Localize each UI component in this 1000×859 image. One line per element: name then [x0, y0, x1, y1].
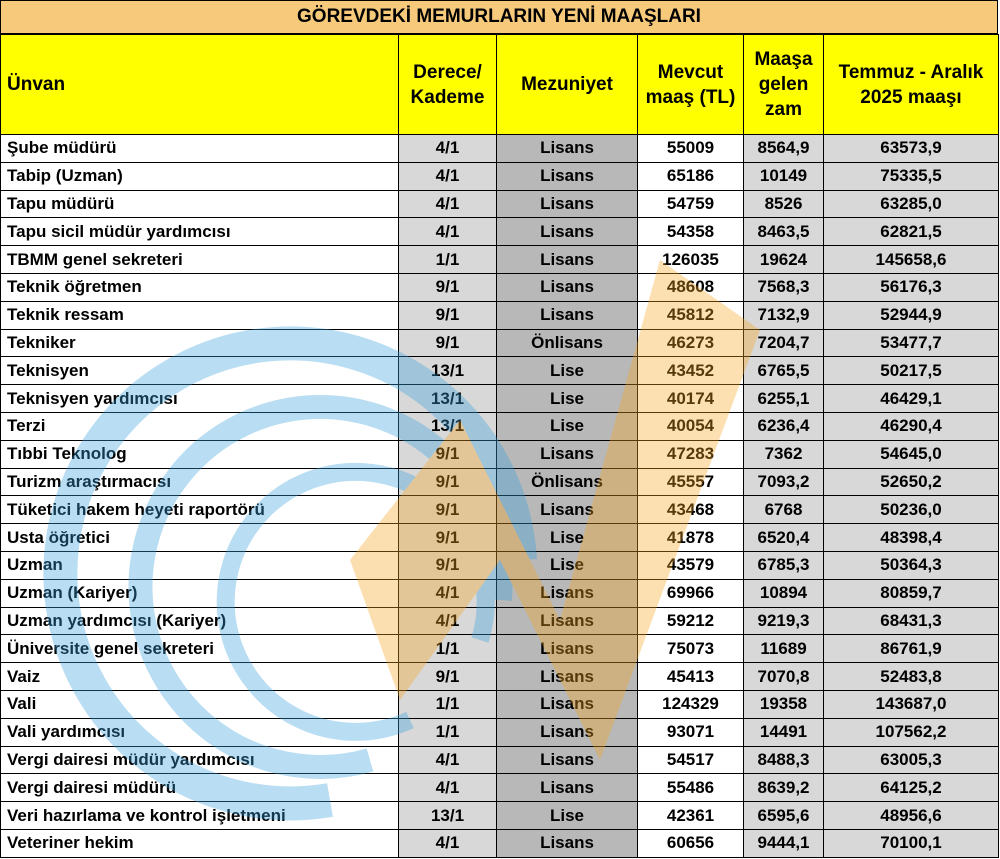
- cell-mevcut-maas: 54358: [638, 218, 744, 246]
- cell-unvan: Vaiz: [1, 663, 399, 691]
- cell-derece: 13/1: [399, 385, 497, 413]
- cell-zam: 9444,1: [744, 829, 824, 857]
- cell-derece: 13/1: [399, 412, 497, 440]
- cell-yeni-maas: 53477,7: [824, 329, 999, 357]
- cell-mevcut-maas: 126035: [638, 246, 744, 274]
- cell-unvan: Vali yardımcısı: [1, 718, 399, 746]
- table-row: [1, 162, 999, 190]
- cell-mezuniyet: Lise: [497, 551, 638, 579]
- cell-yeni-maas: 50364,3: [824, 551, 999, 579]
- cell-yeni-maas: 50217,5: [824, 357, 999, 385]
- table-row: [1, 607, 999, 635]
- cell-derece: 9/1: [399, 440, 497, 468]
- cell-mezuniyet: Lisans: [497, 218, 638, 246]
- cell-derece: 9/1: [399, 329, 497, 357]
- cell-mezuniyet: Önlisans: [497, 468, 638, 496]
- table-row: [1, 273, 999, 301]
- cell-zam: 7093,2: [744, 468, 824, 496]
- cell-derece: 13/1: [399, 357, 497, 385]
- cell-mezuniyet: Lise: [497, 412, 638, 440]
- cell-unvan: Tapu müdürü: [1, 190, 399, 218]
- cell-zam: 6768: [744, 496, 824, 524]
- salary-table: [0, 34, 999, 858]
- cell-derece: 9/1: [399, 468, 497, 496]
- cell-mevcut-maas: 46273: [638, 329, 744, 357]
- cell-unvan: TBMM genel sekreteri: [1, 246, 399, 274]
- cell-zam: 7204,7: [744, 329, 824, 357]
- table-row: [1, 635, 999, 663]
- table-row: [1, 551, 999, 579]
- table-row: [1, 802, 999, 830]
- cell-zam: 6255,1: [744, 385, 824, 413]
- cell-zam: 19358: [744, 690, 824, 718]
- cell-yeni-maas: 50236,0: [824, 496, 999, 524]
- cell-mezuniyet: Lise: [497, 385, 638, 413]
- table-row: [1, 829, 999, 857]
- table-row: [1, 301, 999, 329]
- cell-yeni-maas: 56176,3: [824, 273, 999, 301]
- cell-mevcut-maas: 65186: [638, 162, 744, 190]
- cell-mevcut-maas: 43468: [638, 496, 744, 524]
- cell-derece: 4/1: [399, 774, 497, 802]
- cell-zam: 11689: [744, 635, 824, 663]
- header-derece: Derece/ Kademe: [399, 35, 497, 135]
- cell-mevcut-maas: 55009: [638, 135, 744, 163]
- cell-unvan: Şube müdürü: [1, 135, 399, 163]
- cell-unvan: Tapu sicil müdür yardımcısı: [1, 218, 399, 246]
- cell-mezuniyet: Lisans: [497, 579, 638, 607]
- header-row: [1, 35, 999, 135]
- cell-yeni-maas: 52944,9: [824, 301, 999, 329]
- cell-derece: 9/1: [399, 496, 497, 524]
- cell-mezuniyet: Lisans: [497, 440, 638, 468]
- cell-zam: 8639,2: [744, 774, 824, 802]
- cell-yeni-maas: 143687,0: [824, 690, 999, 718]
- header-unvan: Ünvan: [1, 35, 399, 135]
- cell-zam: 8526: [744, 190, 824, 218]
- cell-yeni-maas: 48398,4: [824, 524, 999, 552]
- header-zam: Maaşa gelen zam: [744, 35, 824, 135]
- cell-zam: 6785,3: [744, 551, 824, 579]
- cell-derece: 4/1: [399, 746, 497, 774]
- cell-unvan: Usta öğretici: [1, 524, 399, 552]
- cell-derece: 4/1: [399, 218, 497, 246]
- cell-yeni-maas: 70100,1: [824, 829, 999, 857]
- table-row: [1, 524, 999, 552]
- cell-yeni-maas: 107562,2: [824, 718, 999, 746]
- cell-yeni-maas: 54645,0: [824, 440, 999, 468]
- cell-mezuniyet: Lisans: [497, 273, 638, 301]
- cell-yeni-maas: 63573,9: [824, 135, 999, 163]
- cell-derece: 4/1: [399, 829, 497, 857]
- table-row: [1, 468, 999, 496]
- cell-zam: 6520,4: [744, 524, 824, 552]
- table-row: [1, 579, 999, 607]
- table-row: [1, 135, 999, 163]
- cell-derece: 9/1: [399, 551, 497, 579]
- cell-yeni-maas: 86761,9: [824, 635, 999, 663]
- cell-yeni-maas: 46290,4: [824, 412, 999, 440]
- cell-zam: 10894: [744, 579, 824, 607]
- cell-yeni-maas: 46429,1: [824, 385, 999, 413]
- table-row: [1, 190, 999, 218]
- cell-unvan: Terzi: [1, 412, 399, 440]
- cell-mevcut-maas: 124329: [638, 690, 744, 718]
- cell-unvan: Veteriner hekim: [1, 829, 399, 857]
- cell-unvan: Turizm araştırmacısı: [1, 468, 399, 496]
- cell-derece: 13/1: [399, 802, 497, 830]
- cell-mezuniyet: Önlisans: [497, 329, 638, 357]
- table-row: [1, 496, 999, 524]
- cell-unvan: Tabip (Uzman): [1, 162, 399, 190]
- table-row: [1, 412, 999, 440]
- table-row: [1, 718, 999, 746]
- cell-zam: 14491: [744, 718, 824, 746]
- cell-mezuniyet: Lisans: [497, 718, 638, 746]
- cell-unvan: Tekniker: [1, 329, 399, 357]
- cell-unvan: Veri hazırlama ve kontrol işletmeni: [1, 802, 399, 830]
- cell-derece: 9/1: [399, 663, 497, 691]
- cell-yeni-maas: 62821,5: [824, 218, 999, 246]
- cell-mezuniyet: Lisans: [497, 607, 638, 635]
- cell-mevcut-maas: 45812: [638, 301, 744, 329]
- cell-unvan: Teknik ressam: [1, 301, 399, 329]
- cell-mevcut-maas: 40174: [638, 385, 744, 413]
- cell-derece: 4/1: [399, 190, 497, 218]
- cell-zam: 6595,6: [744, 802, 824, 830]
- cell-mezuniyet: Lisans: [497, 663, 638, 691]
- cell-mezuniyet: Lisans: [497, 829, 638, 857]
- cell-unvan: Vergi dairesi müdürü: [1, 774, 399, 802]
- cell-yeni-maas: 75335,5: [824, 162, 999, 190]
- cell-unvan: Vali: [1, 690, 399, 718]
- cell-derece: 4/1: [399, 162, 497, 190]
- table-row: [1, 440, 999, 468]
- cell-mevcut-maas: 59212: [638, 607, 744, 635]
- table-row: [1, 329, 999, 357]
- cell-mezuniyet: Lisans: [497, 135, 638, 163]
- cell-zam: 19624: [744, 246, 824, 274]
- table-title: GÖREVDEKİ MEMURLARIN YENİ MAAŞLARI: [0, 0, 998, 34]
- cell-zam: 9219,3: [744, 607, 824, 635]
- cell-derece: 4/1: [399, 607, 497, 635]
- cell-mezuniyet: Lisans: [497, 635, 638, 663]
- cell-mevcut-maas: 54517: [638, 746, 744, 774]
- cell-zam: 10149: [744, 162, 824, 190]
- table-row: [1, 746, 999, 774]
- cell-unvan: Teknisyen yardımcısı: [1, 385, 399, 413]
- table-row: [1, 690, 999, 718]
- cell-mezuniyet: Lisans: [497, 246, 638, 274]
- cell-mevcut-maas: 75073: [638, 635, 744, 663]
- cell-yeni-maas: 52483,8: [824, 663, 999, 691]
- cell-unvan: Üniversite genel sekreteri: [1, 635, 399, 663]
- cell-zam: 7070,8: [744, 663, 824, 691]
- cell-unvan: Uzman (Kariyer): [1, 579, 399, 607]
- cell-mezuniyet: Lisans: [497, 162, 638, 190]
- cell-mevcut-maas: 43452: [638, 357, 744, 385]
- cell-mevcut-maas: 43579: [638, 551, 744, 579]
- cell-unvan: Tüketici hakem heyeti raportörü: [1, 496, 399, 524]
- cell-derece: 4/1: [399, 579, 497, 607]
- cell-unvan: Vergi dairesi müdür yardımcısı: [1, 746, 399, 774]
- cell-yeni-maas: 145658,6: [824, 246, 999, 274]
- cell-unvan: Tıbbi Teknolog: [1, 440, 399, 468]
- cell-zam: 6236,4: [744, 412, 824, 440]
- table-row: [1, 663, 999, 691]
- cell-mevcut-maas: 55486: [638, 774, 744, 802]
- cell-derece: 1/1: [399, 718, 497, 746]
- cell-mezuniyet: Lisans: [497, 746, 638, 774]
- cell-derece: 9/1: [399, 273, 497, 301]
- cell-unvan: Uzman yardımcısı (Kariyer): [1, 607, 399, 635]
- header-yeni-maas: Temmuz - Aralık 2025 maaşı: [824, 35, 999, 135]
- cell-unvan: Teknisyen: [1, 357, 399, 385]
- cell-yeni-maas: 68431,3: [824, 607, 999, 635]
- cell-zam: 7132,9: [744, 301, 824, 329]
- cell-unvan: Teknik öğretmen: [1, 273, 399, 301]
- cell-mevcut-maas: 42361: [638, 802, 744, 830]
- table-row: [1, 218, 999, 246]
- table-row: [1, 246, 999, 274]
- cell-mezuniyet: Lise: [497, 802, 638, 830]
- cell-unvan: Uzman: [1, 551, 399, 579]
- cell-mezuniyet: Lisans: [497, 190, 638, 218]
- cell-mevcut-maas: 93071: [638, 718, 744, 746]
- cell-zam: 6765,5: [744, 357, 824, 385]
- table-row: [1, 385, 999, 413]
- cell-mevcut-maas: 40054: [638, 412, 744, 440]
- cell-yeni-maas: 52650,2: [824, 468, 999, 496]
- cell-mevcut-maas: 54759: [638, 190, 744, 218]
- cell-mezuniyet: Lisans: [497, 496, 638, 524]
- cell-zam: 8488,3: [744, 746, 824, 774]
- cell-mevcut-maas: 60656: [638, 829, 744, 857]
- cell-yeni-maas: 64125,2: [824, 774, 999, 802]
- cell-derece: 1/1: [399, 690, 497, 718]
- cell-yeni-maas: 48956,6: [824, 802, 999, 830]
- cell-yeni-maas: 63005,3: [824, 746, 999, 774]
- cell-mevcut-maas: 69966: [638, 579, 744, 607]
- cell-zam: 8564,9: [744, 135, 824, 163]
- cell-yeni-maas: 80859,7: [824, 579, 999, 607]
- cell-mezuniyet: Lisans: [497, 690, 638, 718]
- cell-mevcut-maas: 48608: [638, 273, 744, 301]
- cell-mezuniyet: Lisans: [497, 774, 638, 802]
- cell-zam: 7362: [744, 440, 824, 468]
- table-row: [1, 774, 999, 802]
- cell-derece: 1/1: [399, 246, 497, 274]
- cell-derece: 9/1: [399, 524, 497, 552]
- cell-mevcut-maas: 45557: [638, 468, 744, 496]
- cell-mevcut-maas: 41878: [638, 524, 744, 552]
- cell-derece: 4/1: [399, 135, 497, 163]
- cell-mezuniyet: Lisans: [497, 301, 638, 329]
- cell-yeni-maas: 63285,0: [824, 190, 999, 218]
- cell-mevcut-maas: 45413: [638, 663, 744, 691]
- cell-derece: 1/1: [399, 635, 497, 663]
- cell-zam: 7568,3: [744, 273, 824, 301]
- header-mevcut-maas: Mevcut maaş (TL): [638, 35, 744, 135]
- header-mezuniyet: Mezuniyet: [497, 35, 638, 135]
- cell-mezuniyet: Lise: [497, 524, 638, 552]
- cell-derece: 9/1: [399, 301, 497, 329]
- table-row: [1, 357, 999, 385]
- cell-mevcut-maas: 47283: [638, 440, 744, 468]
- cell-zam: 8463,5: [744, 218, 824, 246]
- cell-mezuniyet: Lise: [497, 357, 638, 385]
